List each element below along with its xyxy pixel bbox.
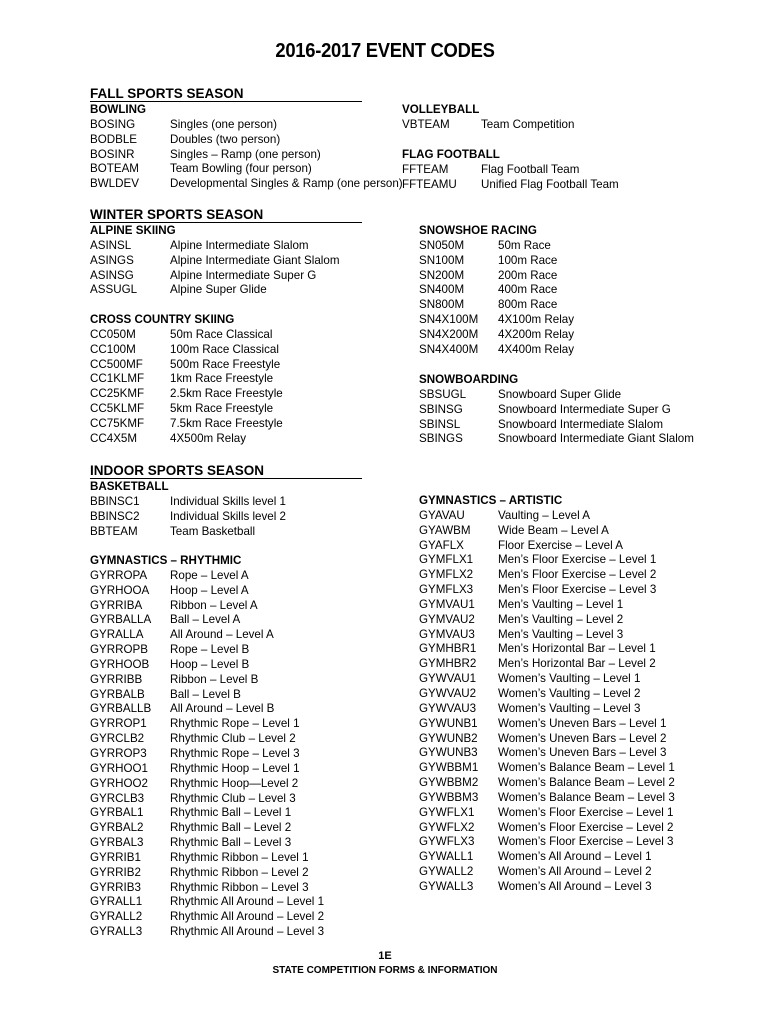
event-description: Snowboard Super Glide — [498, 387, 622, 401]
event-code: ASINSL — [90, 238, 132, 252]
event-code-row — [419, 806, 675, 821]
category-heading: BOWLING — [90, 103, 147, 116]
event-code-row — [419, 687, 675, 702]
event-code: GYRHOOA — [90, 583, 150, 597]
event-code-row — [419, 598, 675, 613]
event-description: Women’s All Around – Level 1 — [498, 850, 652, 864]
event-code-row — [419, 850, 675, 865]
event-code: GYWFLX1 — [419, 805, 475, 819]
event-code-row — [90, 806, 324, 821]
event-description: Singles (one person) — [170, 117, 277, 131]
event-code: GYWUNB3 — [419, 746, 478, 760]
event-description: Ball – Level B — [170, 687, 241, 701]
event-code: CC5KLMF — [90, 402, 145, 416]
event-code-row — [90, 387, 283, 402]
event-description: All Around – Level B — [170, 702, 275, 716]
event-code: GYWUNB2 — [419, 731, 478, 745]
event-description: 100m Race Classical — [170, 342, 279, 356]
event-description: Ribbon – Level B — [170, 672, 259, 686]
event-code: GYWALL1 — [419, 850, 474, 864]
event-code-row — [90, 358, 283, 373]
event-code-row — [90, 417, 283, 432]
event-code: FFTEAM — [402, 162, 449, 176]
event-description: Rhythmic Rope – Level 3 — [170, 746, 300, 760]
event-description: 200m Race — [498, 268, 558, 282]
event-code-row — [419, 269, 574, 284]
event-code: BBINSC2 — [90, 509, 140, 523]
event-description: Rhythmic Hoop – Level 1 — [170, 761, 300, 775]
event-code-row — [90, 495, 286, 510]
event-code-row — [419, 254, 574, 269]
event-description: Women’s Uneven Bars – Level 3 — [498, 746, 667, 760]
category-heading: BASKETBALL — [90, 480, 169, 493]
event-code: GYRCLB3 — [90, 791, 145, 805]
event-description: 4X500m Relay — [170, 431, 247, 445]
event-code-row — [90, 254, 340, 269]
event-description: 5km Race Freestyle — [170, 402, 274, 416]
event-description: 400m Race — [498, 283, 558, 297]
event-description: Ball – Level A — [170, 613, 241, 627]
event-code: ASINSG — [90, 268, 134, 282]
event-description: Team Bowling (four person) — [170, 162, 312, 176]
category-heading: SNOWSHOE RACING — [419, 224, 537, 237]
event-code: GYMVAU1 — [419, 597, 475, 611]
event-code-row — [90, 525, 286, 540]
event-code-row — [419, 524, 675, 539]
event-code: GYWALL3 — [419, 879, 474, 893]
event-description: Developmental Singles & Ramp (one person) — [170, 177, 403, 191]
event-description: Men’s Horizontal Bar – Level 2 — [498, 657, 656, 671]
event-code-row — [402, 118, 574, 133]
event-code-row — [90, 599, 324, 614]
event-code: BOSINR — [90, 147, 135, 161]
snowshoe-block — [419, 224, 574, 358]
event-code-row — [419, 865, 675, 880]
event-code-row — [419, 628, 675, 643]
category-heading: FLAG FOOTBALL — [402, 148, 500, 161]
event-description: 1km Race Freestyle — [170, 372, 274, 386]
event-code-row — [90, 432, 283, 447]
event-description: Rhythmic All Around – Level 3 — [170, 925, 325, 939]
event-code: GYRALL2 — [90, 910, 143, 924]
event-code-row — [419, 418, 694, 433]
event-description: Rhythmic All Around – Level 2 — [170, 910, 325, 924]
event-description: Men’s Vaulting – Level 1 — [498, 597, 624, 611]
event-code-row — [419, 702, 675, 717]
event-description: 100m Race — [498, 253, 558, 267]
event-code: CC100M — [90, 342, 136, 356]
event-code: GYRALL3 — [90, 925, 143, 939]
event-description: 2.5km Race Freestyle — [170, 387, 283, 401]
event-code-row — [90, 372, 283, 387]
event-code: GYMHBR2 — [419, 657, 477, 671]
event-description: Rhythmic Ball – Level 2 — [170, 821, 292, 835]
event-code: GYRBALLA — [90, 613, 152, 627]
event-code-row — [90, 925, 324, 940]
event-description: Wide Beam – Level A — [498, 523, 609, 537]
event-code: GYWFLX2 — [419, 820, 475, 834]
event-description: Rhythmic Rope – Level 1 — [170, 717, 300, 731]
event-code: SN4X100M — [419, 313, 479, 327]
event-code-row — [402, 163, 619, 178]
event-code: GYRROPA — [90, 568, 148, 582]
event-code-row — [90, 283, 340, 298]
event-code: GYRRIBA — [90, 598, 143, 612]
event-code-row — [90, 910, 324, 925]
event-code-row — [90, 148, 403, 163]
event-code: ASSUGL — [90, 283, 138, 297]
event-description: Women’s All Around – Level 3 — [498, 879, 652, 893]
event-code: GYRBALB — [90, 687, 145, 701]
event-code: GYWVAU2 — [419, 686, 477, 700]
event-code-row — [90, 118, 403, 133]
event-description: Men’s Vaulting – Level 3 — [498, 627, 624, 641]
event-code-row — [90, 777, 324, 792]
event-code-row — [90, 133, 403, 148]
event-code-row — [90, 895, 324, 910]
event-code-row — [419, 583, 675, 598]
event-description: All Around – Level A — [170, 628, 274, 642]
event-code: GYRRIBB — [90, 672, 143, 686]
event-code: GYMFLX2 — [419, 568, 474, 582]
event-description: Women’s Vaulting – Level 2 — [498, 686, 641, 700]
event-description: Rope – Level B — [170, 643, 250, 657]
event-description: Rhythmic Club – Level 3 — [170, 791, 296, 805]
event-code: SN050M — [419, 238, 465, 252]
event-code: GYRRIB2 — [90, 865, 141, 879]
event-code: BWLDEV — [90, 177, 139, 191]
event-code: GYRHOO2 — [90, 776, 148, 790]
event-description: Snowboard Intermediate Super G — [498, 402, 671, 416]
event-description: Rhythmic All Around – Level 1 — [170, 895, 325, 909]
event-code: GYRRIB1 — [90, 850, 141, 864]
event-description: Vaulting – Level A — [498, 508, 590, 522]
event-code-row — [90, 673, 324, 688]
event-code-row — [419, 672, 675, 687]
event-description: Men’s Floor Exercise – Level 3 — [498, 583, 657, 597]
event-description: Rope – Level A — [170, 568, 249, 582]
event-description: Unified Flag Football Team — [481, 177, 619, 191]
event-code-row — [90, 177, 403, 192]
page-number: 1E — [378, 950, 392, 962]
event-code-row — [90, 881, 324, 896]
cross-country-block — [90, 313, 283, 447]
event-code-row — [419, 313, 574, 328]
event-code: GYMHBR1 — [419, 642, 477, 656]
event-code: SBINGS — [419, 432, 463, 446]
event-description: Hoop – Level A — [170, 583, 249, 597]
event-code: BBINSC1 — [90, 494, 140, 508]
event-code: SN800M — [419, 298, 465, 312]
event-description: Rhythmic Ribbon – Level 3 — [170, 880, 309, 894]
event-code-row — [419, 298, 574, 313]
event-code-row — [90, 628, 324, 643]
event-code-row — [419, 732, 675, 747]
footer-label: STATE COMPETITION FORMS & INFORMATION — [272, 965, 498, 976]
event-code-row — [419, 568, 675, 583]
event-description: Women’s Vaulting – Level 3 — [498, 701, 641, 715]
event-code-row — [419, 717, 675, 732]
event-code-row — [90, 866, 324, 881]
event-code-row — [419, 388, 694, 403]
event-code-row — [419, 343, 574, 358]
event-code: GYWVAU3 — [419, 701, 477, 715]
event-code: GYRBAL3 — [90, 836, 144, 850]
event-code-row — [90, 732, 324, 747]
event-code-row — [419, 509, 675, 524]
event-code-row — [90, 658, 324, 673]
event-code-row — [90, 239, 340, 254]
event-code-row — [419, 835, 675, 850]
event-description: Rhythmic Ribbon – Level 2 — [170, 865, 309, 879]
event-code: SN100M — [419, 253, 465, 267]
event-code-row — [90, 584, 324, 599]
event-code: GYMFLX1 — [419, 553, 474, 567]
event-description: Team Basketball — [170, 524, 256, 538]
event-code-row — [419, 746, 675, 761]
event-description: Floor Exercise – Level A — [498, 538, 624, 552]
event-code-row — [419, 553, 675, 568]
event-code-row — [90, 328, 283, 343]
event-code-row — [419, 761, 675, 776]
event-code: SN4X200M — [419, 327, 479, 341]
event-code: GYWBBM3 — [419, 790, 479, 804]
event-description: Women’s Uneven Bars – Level 2 — [498, 731, 667, 745]
event-code: SBSUGL — [419, 387, 467, 401]
event-code: GYWBBM2 — [419, 776, 479, 790]
event-description: Women’s All Around – Level 2 — [498, 865, 652, 879]
event-description: Alpine Intermediate Giant Slalom — [170, 253, 340, 267]
event-code-row — [90, 343, 283, 358]
event-description: Alpine Super Glide — [170, 283, 267, 297]
event-code: GYWFLX3 — [419, 835, 475, 849]
event-code: GYRBAL2 — [90, 821, 144, 835]
event-code-row — [90, 510, 286, 525]
event-code: SBINSL — [419, 417, 461, 431]
page-title: 2016-2017 EVENT CODES — [275, 40, 495, 62]
event-code: GYWBBM1 — [419, 761, 479, 775]
event-code: GYRALLA — [90, 628, 144, 642]
event-description: 50m Race — [498, 238, 551, 252]
event-code-row — [90, 613, 324, 628]
bowling-block — [90, 103, 403, 192]
event-code-row — [419, 432, 694, 447]
event-code: CC500MF — [90, 357, 143, 371]
event-code-row — [90, 792, 324, 807]
event-description: 4X400m Relay — [498, 342, 575, 356]
event-code: BOTEAM — [90, 162, 139, 176]
event-code: GYMVAU2 — [419, 612, 475, 626]
event-description: Women’s Floor Exercise – Level 3 — [498, 835, 674, 849]
event-code: VBTEAM — [402, 117, 450, 131]
event-code: GYWVAU1 — [419, 672, 477, 686]
event-code: GYWALL2 — [419, 865, 474, 879]
category-heading: VOLLEYBALL — [402, 103, 480, 116]
event-description: 50m Race Classical — [170, 327, 273, 341]
event-description: Women’s Floor Exercise – Level 2 — [498, 820, 674, 834]
event-description: Individual Skills level 1 — [170, 494, 286, 508]
event-code-row — [90, 747, 324, 762]
event-description: Men’s Floor Exercise – Level 1 — [498, 553, 657, 567]
event-code: GYRBALLB — [90, 702, 152, 716]
event-description: 7.5km Race Freestyle — [170, 416, 283, 430]
event-description: Individual Skills level 2 — [170, 509, 286, 523]
event-description: Women’s Balance Beam – Level 3 — [498, 790, 675, 804]
event-code-row — [402, 178, 619, 193]
event-description: Women’s Vaulting – Level 1 — [498, 672, 641, 686]
artistic-block — [419, 494, 675, 895]
event-code-row — [419, 539, 675, 554]
event-code-row — [90, 717, 324, 732]
event-description: Women’s Balance Beam – Level 1 — [498, 761, 675, 775]
event-description: Alpine Intermediate Super G — [170, 268, 317, 282]
event-code-row — [419, 657, 675, 672]
event-description: Men’s Vaulting – Level 2 — [498, 612, 624, 626]
event-code: BODBLE — [90, 132, 138, 146]
event-code-row — [90, 643, 324, 658]
event-code-row — [419, 328, 574, 343]
event-code: CC75KMF — [90, 416, 145, 430]
event-code: GYMFLX3 — [419, 583, 474, 597]
event-code-row — [419, 821, 675, 836]
alpine-block — [90, 224, 340, 298]
event-code: CC1KLMF — [90, 372, 145, 386]
event-code-row — [90, 569, 324, 584]
event-code-row — [90, 269, 340, 284]
event-code: FFTEAMU — [402, 177, 457, 191]
event-code-row — [90, 821, 324, 836]
snowboarding-block — [419, 373, 694, 447]
event-description: Women’s Balance Beam – Level 2 — [498, 776, 675, 790]
event-code-row — [419, 880, 675, 895]
event-description: Rhythmic Hoop—Level 2 — [170, 776, 299, 790]
event-description: Team Competition — [481, 117, 575, 131]
event-code-row — [419, 403, 694, 418]
event-code: GYAVAU — [419, 508, 465, 522]
event-description: Rhythmic Ball – Level 1 — [170, 806, 292, 820]
event-description: Women’s Uneven Bars – Level 1 — [498, 716, 667, 730]
event-code: BBTEAM — [90, 524, 138, 538]
event-code-row — [419, 642, 675, 657]
event-code-row — [90, 762, 324, 777]
event-code-row — [419, 613, 675, 628]
event-code: GYRALL1 — [90, 895, 143, 909]
event-description: Alpine Intermediate Slalom — [170, 238, 309, 252]
category-heading: SNOWBOARDING — [419, 373, 519, 386]
event-code: GYRROPB — [90, 643, 148, 657]
event-code-row — [419, 776, 675, 791]
event-description: 4X200m Relay — [498, 327, 575, 341]
event-description: Rhythmic Club – Level 2 — [170, 732, 296, 746]
event-code-row — [90, 836, 324, 851]
rhythmic-block — [90, 554, 324, 940]
event-description: 800m Race — [498, 298, 558, 312]
event-code: ASINGS — [90, 253, 134, 267]
event-description: 500m Race Freestyle — [170, 357, 281, 371]
event-code: SN200M — [419, 268, 465, 282]
event-code-row — [419, 239, 574, 254]
basketball-block — [90, 480, 286, 539]
section-heading-indoor: INDOOR SPORTS SEASON — [90, 463, 362, 479]
category-heading: GYMNASTICS – ARTISTIC — [419, 494, 563, 507]
event-description: Men’s Floor Exercise – Level 2 — [498, 568, 657, 582]
event-code: SN4X400M — [419, 342, 479, 356]
event-code-row — [419, 791, 675, 806]
event-code: GYRHOOB — [90, 657, 150, 671]
event-description: Hoop – Level B — [170, 657, 250, 671]
event-code: GYAFLX — [419, 538, 464, 552]
event-description: Women’s Floor Exercise – Level 1 — [498, 805, 674, 819]
event-code: GYRCLB2 — [90, 732, 145, 746]
event-description: Rhythmic Ball – Level 3 — [170, 836, 292, 850]
category-heading: ALPINE SKIING — [90, 224, 176, 237]
event-code: GYRHOO1 — [90, 761, 148, 775]
event-code-row — [419, 283, 574, 298]
flag-football-block — [402, 148, 619, 193]
event-code: GYWUNB1 — [419, 716, 478, 730]
event-code-row — [90, 702, 324, 717]
event-code: SBINSG — [419, 402, 463, 416]
event-description: Snowboard Intermediate Giant Slalom — [498, 432, 694, 446]
event-description: Ribbon – Level A — [170, 598, 258, 612]
section-heading-fall: FALL SPORTS SEASON — [90, 86, 362, 102]
event-code: GYAWBM — [419, 523, 471, 537]
event-code: GYRROP1 — [90, 717, 147, 731]
category-heading: CROSS COUNTRY SKIING — [90, 313, 235, 326]
event-description: Singles – Ramp (one person) — [170, 147, 321, 161]
event-code: SN400M — [419, 283, 465, 297]
event-code-row — [90, 162, 403, 177]
event-code: GYRBAL1 — [90, 806, 144, 820]
event-description: Flag Football Team — [481, 162, 580, 176]
event-description: Rhythmic Ribbon – Level 1 — [170, 850, 309, 864]
category-heading: GYMNASTICS – RHYTHMIC — [90, 554, 242, 567]
event-description: Doubles (two person) — [170, 132, 281, 146]
event-code: CC4X5M — [90, 431, 138, 445]
event-code: GYRROP3 — [90, 746, 147, 760]
event-code-row — [90, 851, 324, 866]
event-description: Snowboard Intermediate Slalom — [498, 417, 663, 431]
event-code: CC050M — [90, 327, 136, 341]
event-code: CC25KMF — [90, 387, 145, 401]
volleyball-block — [402, 103, 574, 133]
event-code: GYRRIB3 — [90, 880, 141, 894]
event-code: BOSING — [90, 117, 136, 131]
event-code-row — [90, 402, 283, 417]
section-heading-winter: WINTER SPORTS SEASON — [90, 207, 362, 223]
event-description: 4X100m Relay — [498, 313, 575, 327]
event-description: Men’s Horizontal Bar – Level 1 — [498, 642, 656, 656]
event-code: GYMVAU3 — [419, 627, 475, 641]
event-code-row — [90, 688, 324, 703]
